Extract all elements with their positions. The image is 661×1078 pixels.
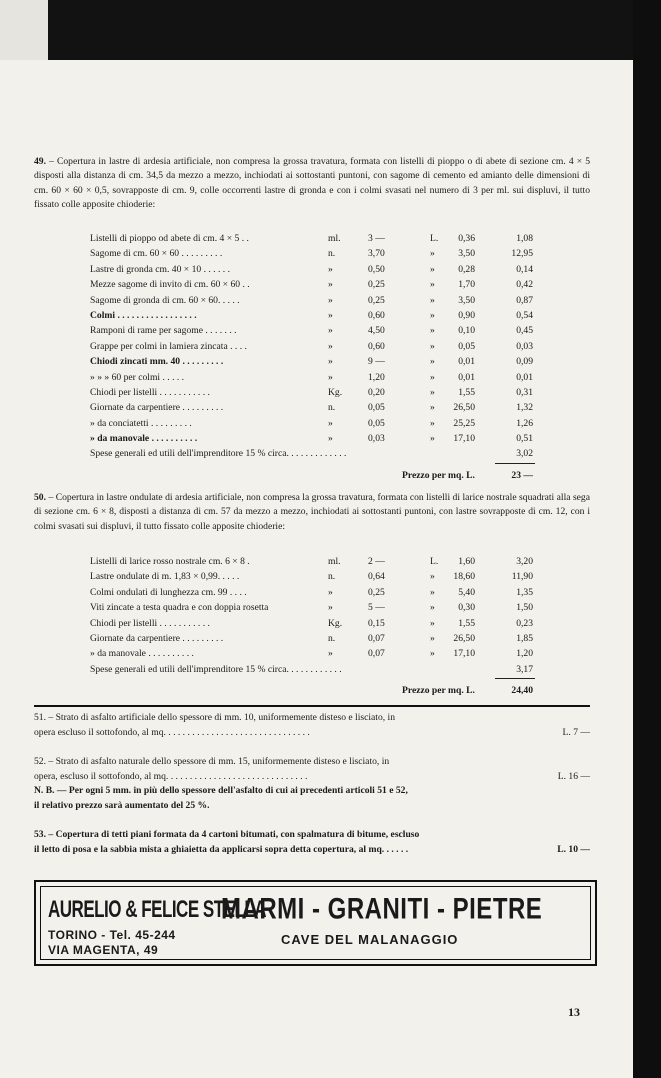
item-total: 3,20	[516, 556, 533, 567]
article-52-price: L. 16 —	[557, 770, 590, 782]
item-currency: »	[430, 632, 435, 644]
item-quantity: 0,05	[368, 417, 385, 429]
item-unit-price: 0,01	[458, 371, 475, 383]
item-description: Sagome di gronda di cm. 60 × 60. . . . .	[90, 294, 240, 306]
item-currency: »	[430, 417, 435, 429]
item-description: Chiodi per listelli . . . . . . . . . . .	[90, 386, 210, 398]
item-description: Listelli di larice rosso nostrale cm. 6 × 8 .	[90, 556, 250, 567]
total-underline	[495, 678, 535, 679]
table-row	[90, 631, 535, 646]
article-52	[34, 755, 590, 815]
table-row	[90, 585, 535, 600]
item-total: 1,26	[516, 417, 533, 429]
item-unit-price: 17,10	[453, 648, 475, 660]
item-currency: »	[430, 586, 435, 598]
item-unit-price: 17,10	[453, 433, 475, 445]
item-total: 1,35	[516, 586, 533, 598]
item-currency: »	[430, 309, 435, 321]
item-unit: »	[328, 602, 333, 614]
item-unit-price: 0,30	[458, 602, 475, 614]
item-quantity: 2 —	[368, 556, 385, 567]
item-currency: »	[430, 617, 435, 629]
item-total: 1,50	[516, 602, 533, 614]
price-value: 24,40	[511, 685, 533, 697]
article-52-line1: 52. – Strato di asfalto naturale dello spessore di mm. 15, uniformemente disteso e lisciato, in	[34, 756, 390, 767]
price-row	[90, 683, 535, 698]
item-quantity: 0,25	[368, 279, 385, 291]
item-unit: n.	[328, 571, 336, 583]
item-unit-price: 18,60	[453, 571, 475, 583]
item-currency: »	[430, 402, 435, 414]
item-currency: »	[430, 648, 435, 660]
price-label: Prezzo per mq. L.	[402, 469, 475, 481]
article-53	[34, 828, 590, 858]
article-53-price: L. 10 —	[557, 843, 590, 855]
item-unit-price: 3,50	[458, 294, 475, 306]
item-description: Sagome di cm. 60 × 60 . . . . . . . . .	[90, 248, 223, 260]
item-quantity: 4,50	[368, 325, 385, 337]
item-description: Lastre ondulate di m. 1,83 × 0,99. . . . .	[90, 571, 240, 583]
item-description: Colmi ondulati di lunghezza cm. 99 . . . .	[90, 586, 247, 598]
item-quantity: 0,20	[368, 386, 385, 398]
item-unit-price: 3,50	[458, 248, 475, 260]
item-unit-price: 5,40	[458, 586, 475, 598]
item-currency: »	[430, 279, 435, 291]
scan-top-corner	[0, 0, 48, 60]
item-unit: »	[328, 433, 333, 445]
item-currency: »	[430, 356, 435, 368]
price-value: 23 —	[511, 469, 533, 481]
table-row	[90, 323, 535, 338]
item-unit-price: 0,90	[458, 309, 475, 321]
item-total: 0,09	[516, 356, 533, 368]
advertisement-company-name: AURELIO & FELICE STELLA	[48, 896, 266, 923]
scan-right-border	[633, 0, 661, 1078]
item-unit: n.	[328, 248, 336, 260]
article-51-line1: 51. – Strato di asfalto artificiale dello spessore di mm. 10, uniformemente disteso e lisciato, in	[34, 712, 396, 723]
article-49-table	[90, 231, 535, 483]
overhead-row	[90, 446, 535, 461]
item-quantity: 0,07	[368, 648, 385, 660]
item-description: Giornate da carpentiere . . . . . . . . .	[90, 402, 224, 414]
item-unit: »	[328, 371, 333, 383]
item-unit: n.	[328, 632, 336, 644]
item-unit: »	[328, 294, 333, 306]
item-currency: »	[430, 433, 435, 445]
item-quantity: 0,64	[368, 571, 385, 583]
advertisement-city-phone: TORINO - Tel. 45-244	[48, 928, 176, 942]
item-unit: »	[328, 263, 333, 275]
item-unit-price: 1,60	[458, 556, 475, 567]
item-currency: »	[430, 571, 435, 583]
item-currency: L.	[430, 233, 439, 244]
item-total: 0,31	[516, 386, 533, 398]
item-unit-price: 0,10	[458, 325, 475, 337]
article-52-note-line2: il relativo prezzo sarà aumentato del 25 %.	[34, 799, 210, 811]
item-unit: Kg.	[328, 617, 343, 629]
item-unit: »	[328, 417, 333, 429]
overhead-total: 3,17	[516, 663, 533, 675]
item-quantity: 0,15	[368, 617, 385, 629]
item-total: 0,42	[516, 279, 533, 291]
table-row	[90, 246, 535, 261]
advertisement-title: MARMI - GRANITI - PIETRE	[221, 892, 543, 926]
item-unit-price: 0,36	[458, 233, 475, 244]
item-total: 0,45	[516, 325, 533, 337]
item-unit: »	[328, 648, 333, 660]
item-description: Colmi . . . . . . . . . . . . . . . . .	[90, 309, 197, 321]
item-currency: L.	[430, 556, 439, 567]
item-description: Ramponi di rame per sagome . . . . . . .	[90, 325, 237, 337]
item-total: 0,54	[516, 309, 533, 321]
table-row	[90, 293, 535, 308]
scan-top-border	[0, 0, 661, 60]
item-total: 1,85	[516, 632, 533, 644]
table-row	[90, 339, 535, 354]
article-51-price: L. 7 —	[562, 726, 590, 738]
item-unit: ml.	[328, 556, 341, 567]
item-description: » da conciatetti . . . . . . . . .	[90, 417, 192, 429]
item-unit: »	[328, 340, 333, 352]
item-total: 1,32	[516, 402, 533, 414]
item-unit-price: 0,05	[458, 340, 475, 352]
table-row	[90, 646, 535, 661]
price-row	[90, 468, 535, 483]
item-description: Grappe per colmi in lamiera zincata . . . .	[90, 340, 247, 352]
table-row	[90, 400, 535, 415]
item-currency: »	[430, 371, 435, 383]
item-quantity: 0,25	[368, 586, 385, 598]
item-currency: »	[430, 325, 435, 337]
table-row	[90, 262, 535, 277]
item-total: 0,03	[516, 340, 533, 352]
item-description: Listelli di pioppo od abete di cm. 4 × 5 . .	[90, 233, 249, 244]
item-currency: »	[430, 340, 435, 352]
item-total: 11,90	[511, 571, 533, 583]
item-currency: »	[430, 248, 435, 260]
item-quantity: 0,03	[368, 433, 385, 445]
item-unit: »	[328, 279, 333, 291]
table-row	[90, 416, 535, 431]
item-currency: »	[430, 602, 435, 614]
article-49-text	[34, 155, 590, 213]
advertisement-address: VIA MAGENTA, 49	[48, 943, 159, 957]
item-unit-price: 0,01	[458, 356, 475, 368]
article-52-note-line1: N. B. — Per ogni 5 mm. in più dello spessore dell'asfalto di cui ai precedenti articoli 51 e 52,	[34, 785, 408, 797]
item-total: 0,01	[516, 371, 533, 383]
item-unit: »	[328, 309, 333, 321]
item-description: Lastre di gronda cm. 40 × 10 . . . . . .	[90, 263, 230, 275]
item-total: 1,08	[516, 233, 533, 244]
item-description: » » » 60 per colmi . . . . .	[90, 371, 185, 383]
article-51	[34, 711, 590, 741]
overhead-label: Spese generali ed utili dell'imprenditore 15 % circa. . . . . . . . . . . .	[90, 663, 342, 675]
item-unit-price: 1,70	[458, 279, 475, 291]
article-52-line2: opera, escluso il sottofondo, al mq. . . . . . . . . . . . . . . . . . . . . . . . . . . . . .	[34, 770, 308, 782]
page-number: 13	[568, 1005, 580, 1019]
table-row	[90, 231, 535, 246]
item-unit-price: 1,55	[458, 386, 475, 398]
item-currency: »	[430, 263, 435, 275]
item-total: 0,51	[516, 433, 533, 445]
article-50-text	[34, 491, 590, 534]
item-quantity: 0,07	[368, 632, 385, 644]
table-row	[90, 354, 535, 369]
item-unit-price: 25,25	[453, 417, 475, 429]
article-53-line1: 53. – Copertura di tetti piani formata da 4 cartoni bitumati, con spalmatura di bitume, escluso	[34, 829, 420, 840]
article-53-line2: il letto di posa e la sabbia mista a ghiaietta da applicarsi sopra detta copertura, al mq. . . . . .	[34, 843, 409, 855]
item-quantity: 0,60	[368, 309, 385, 321]
item-unit-price: 26,50	[453, 632, 475, 644]
overhead-label: Spese generali ed utili dell'imprenditore 15 % circa. . . . . . . . . . . . .	[90, 448, 347, 460]
item-quantity: 5 —	[368, 602, 385, 614]
item-currency: »	[430, 294, 435, 306]
item-description: Chiodi per listelli . . . . . . . . . . .	[90, 617, 210, 629]
item-unit: ml.	[328, 233, 341, 244]
item-unit: Kg.	[328, 386, 343, 398]
overhead-total: 3,02	[516, 448, 533, 460]
item-unit-price: 1,55	[458, 617, 475, 629]
item-description: Chiodi zincati mm. 40 . . . . . . . . .	[90, 356, 224, 368]
price-label: Prezzo per mq. L.	[402, 685, 475, 697]
article-50-number: 50.	[34, 492, 46, 503]
overhead-row	[90, 662, 535, 677]
item-unit: n.	[328, 402, 336, 414]
item-total: 12,95	[511, 248, 533, 260]
item-description: Mezze sagome di invito di cm. 60 × 60 . .	[90, 279, 250, 291]
table-row	[90, 431, 535, 446]
table-row	[90, 600, 535, 615]
item-quantity: 0,50	[368, 263, 385, 275]
item-quantity: 0,60	[368, 340, 385, 352]
table-row	[90, 385, 535, 400]
item-unit-price: 26,50	[453, 402, 475, 414]
item-total: 1,20	[516, 648, 533, 660]
item-currency: »	[430, 386, 435, 398]
table-row	[90, 308, 535, 323]
item-description: » da manovale . . . . . . . . . .	[90, 433, 198, 445]
item-unit: »	[328, 325, 333, 337]
item-quantity: 0,05	[368, 402, 385, 414]
item-total: 0,23	[516, 617, 533, 629]
item-unit: »	[328, 356, 333, 368]
table-row	[90, 554, 535, 569]
article-50-table	[90, 554, 535, 699]
item-unit-price: 0,28	[458, 263, 475, 275]
total-underline	[495, 463, 535, 464]
item-total: 0,14	[516, 263, 533, 275]
item-unit: »	[328, 586, 333, 598]
item-quantity: 3 —	[368, 233, 385, 244]
article-50-description: – Copertura in lastre ondulate di ardesia artificiale, non compresa la grossa travatura, formata con listelli di larice nostrale squadrati alla sega di sezione cm. 6 × 8, disposti a distanza di cm. 57 da mezzo a mezzo, inchiodati ai sottostanti puntoni, con lastre sovrapposte di cm. 12, con i colmi svasati sui displuvi, il tutto fissato colle apposite chioderie:	[34, 492, 590, 532]
table-row	[90, 277, 535, 292]
item-quantity: 0,25	[368, 294, 385, 306]
advertisement-subtitle: CAVE DEL MALANAGGIO	[281, 932, 459, 947]
advertisement-box	[34, 880, 597, 966]
table-row	[90, 569, 535, 584]
item-description: Viti zincate a testa quadra e con doppia rosetta	[90, 602, 269, 614]
item-quantity: 9 —	[368, 356, 385, 368]
item-description: Giornate da carpentiere . . . . . . . . .	[90, 632, 224, 644]
section-divider	[34, 705, 590, 707]
item-quantity: 3,70	[368, 248, 385, 260]
article-49-description: – Copertura in lastre di ardesia artificiale, non compresa la grossa travatura, formata con listelli di pioppo o di abete di sezione cm. 4 × 5 disposti alla distanza di cm. 34,5 da mezzo a mezzo, inchiodati ai sottostanti puntoni, con sagome di cemento ed amianto delle dimensioni di cm. 60 × 60 × 0,5, sovrapposte di cm. 9, colle occorrenti lastre di gronda e con i colmi svasati nel numero di 3 per ml. sui displuvi, il tutto fissato colle apposite chioderie:	[34, 156, 590, 211]
article-49-number: 49.	[34, 156, 46, 167]
item-description: » da manovale . . . . . . . . . .	[90, 648, 194, 660]
item-quantity: 1,20	[368, 371, 385, 383]
table-row	[90, 370, 535, 385]
table-row	[90, 616, 535, 631]
article-51-line2: opera escluso il sottofondo, al mq. . . . . . . . . . . . . . . . . . . . . . . . . . . . . . .	[34, 726, 310, 738]
item-total: 0,87	[516, 294, 533, 306]
